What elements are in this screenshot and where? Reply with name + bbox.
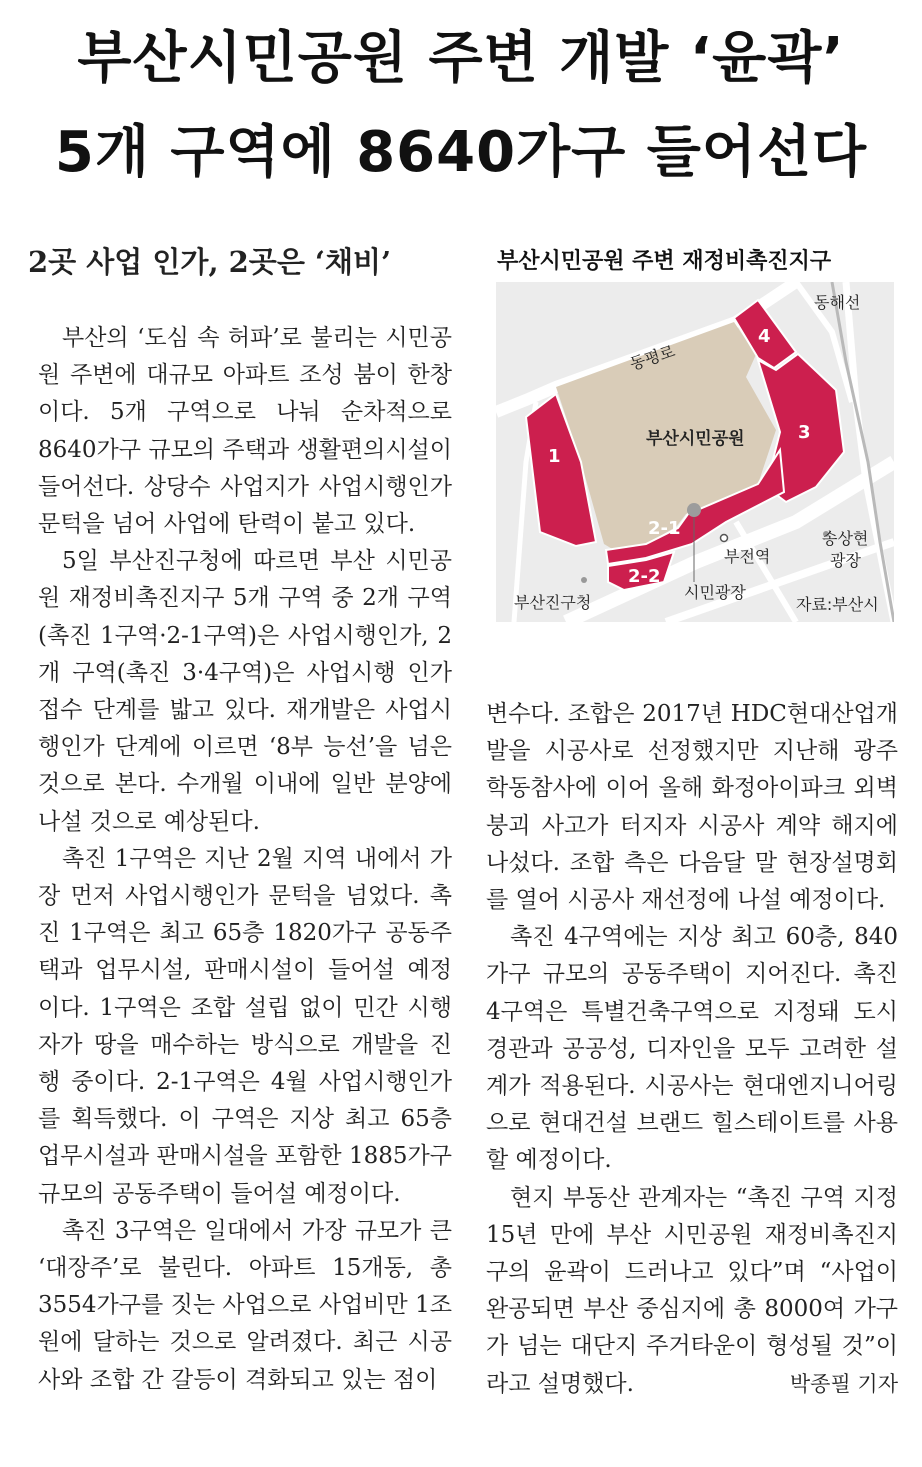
- zone-2-2-label: 2-2: [628, 566, 661, 587]
- headline-line-1: 부산시민공원 주변 개발 ‘윤곽’: [77, 26, 845, 91]
- busanjin-office-marker: [581, 577, 587, 583]
- byline: 박종필 기자: [789, 1371, 898, 1396]
- article-paragraph: 촉진 4구역에는 지상 최고 60층, 840가구 규모의 공동주택이 지어진다. 촉진 4구역은 특별건축구역으로 지정돼 도시 경관과 공공성, 디자인을 모두 고려한 설계가 적용된다. 시공사는 현대엔지니어링으로 현대건설 브랜드 힐스테이트를 사용할 예정이다.: [486, 924, 898, 1174]
- article-paragraph: 변수다. 조합은 2017년 HDC현대산업개발을 시공사로 선정했지만 지난해 광주 학동참사에 이어 올해 화정아이파크 외벽 붕괴 사고가 터지자 시공사 계약 해지에 나섰다. 조합 측은 다음달 말 현장설명회를 열어 시공사 재선정에 나설 예정이다.: [486, 701, 898, 914]
- map-title: 부산시민공원 주변 재정비촉진지구: [497, 249, 832, 274]
- citizen-plaza-marker: [687, 503, 701, 517]
- article-column-left: [38, 320, 452, 1399]
- article-paragraph: 촉진 3구역은 일대에서 가장 규모가 큰 ‘대장주’로 불린다. 아파트 15개동, 총 3554가구를 짓는 사업으로 사업비만 1조원에 달하는 것으로 알려졌다. 최근 시공사와 조합 간 갈등이 격화되고 있는 점이: [38, 1217, 452, 1393]
- citizen-plaza-label: 시민광장: [684, 583, 746, 602]
- article-paragraph: 현지 부동산 관계자는 “촉진 구역 지정 15년 만에 부산 시민공원 재정비촉진지구의 윤곽이 드러나고 있다”며 “사업이 완공되면 부산 중심지에 총 8000여 가구가 넘는 대단지 주거타운이 형성될 것”이라고 설명했다.: [486, 1184, 898, 1397]
- zone-4-label: 4: [758, 326, 771, 347]
- zone-1-label: 1: [548, 446, 561, 467]
- zone-3-label: 3: [798, 422, 811, 443]
- article-column-right: [486, 696, 898, 1403]
- district-map: [496, 282, 894, 622]
- dongpyeongro-label: 동평로: [627, 341, 678, 374]
- headline-line-2: 5개 구역에 8640가구 들어선다: [54, 120, 868, 185]
- busanjin-office-label: 부산진구청: [514, 593, 592, 612]
- donghaeseon-label: 동해선: [814, 293, 861, 312]
- subheadline: 2곳 사업 인가, 2곳은 ‘채비’: [28, 245, 392, 279]
- songsanghyeon-label-2: 광장: [830, 551, 861, 570]
- article-paragraph: 촉진 1구역은 지난 2월 지역 내에서 가장 먼저 사업시행인가 문턱을 넘었다. 촉진 1구역은 최고 65층 1820가구 공동주택과 업무시설, 판매시설이 들어설 예정이다. 1구역은 조합 설립 없이 민간 시행자가 땅을 매수하는 방식으로 개발을 진행 중이다. 2-1구역은 4월 사업시행인가를 획득했다. 이 구역은 지상 최고 65층 업무시설과 판매시설을 포함한 1885가구 규모의 공동주택이 들어설 예정이다.: [38, 845, 452, 1207]
- article-paragraph: 부산의 ‘도심 속 허파’로 불리는 시민공원 주변에 대규모 아파트 조성 붐이 한창이다. 5개 구역으로 나눠 순차적으로 8640가구 규모의 주택과 생활편의시설이 들어선다. 상당수 사업지가 사업시행인가 문턱을 넘어 사업에 탄력이 붙고 있다.: [38, 325, 452, 538]
- songsanghyeon-label-1: 송상현: [822, 529, 869, 548]
- article-paragraph: 5일 부산진구청에 따르면 부산 시민공원 재정비촉진지구 5개 구역 중 2개 구역(촉진 1구역·2-1구역)은 사업시행인가, 2개 구역(촉진 3·4구역)은 사업시행 인가 접수 단계를 밟고 있다. 재개발은 사업시행인가 단계에 이르면 ‘8부 능선’을 넘은것으로 본다. 수개월 이내에 일반 분양에 나설 것으로 예상된다.: [38, 548, 452, 835]
- source-label: 자료:부산시: [796, 595, 879, 614]
- bujeon-station-marker: [721, 535, 728, 542]
- bujeon-station-label: 부전역: [724, 547, 771, 566]
- zone-2-1-label: 2-1: [648, 518, 681, 539]
- park-label: 부산시민공원: [646, 429, 745, 449]
